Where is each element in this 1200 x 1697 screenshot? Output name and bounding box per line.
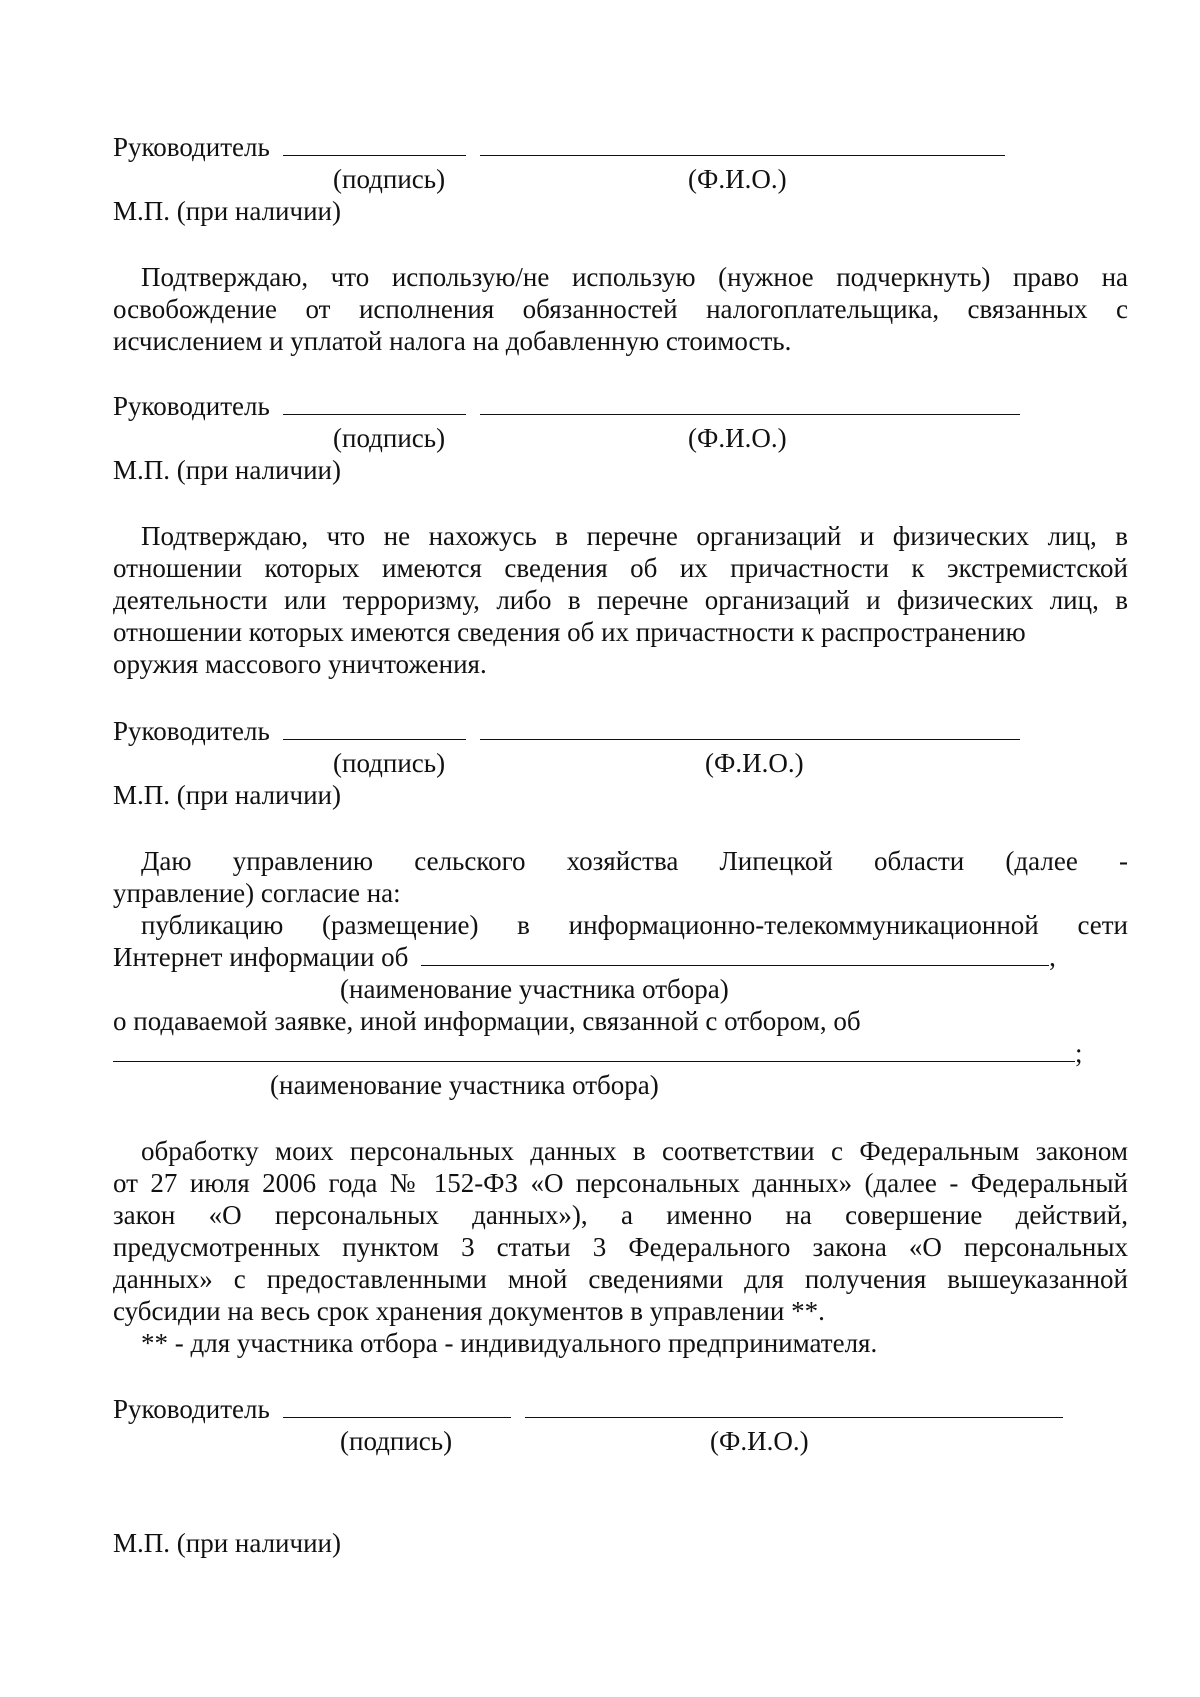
paragraph-line: Подтверждаю, что использую/не использую (нужное подчеркнуть) право на bbox=[141, 262, 1128, 292]
consent-line: Даю управлению сельского хозяйства Липецкой области (далее - bbox=[141, 846, 1128, 876]
stamp-note: М.П. (при наличии) bbox=[113, 455, 341, 485]
paragraph-line: деятельности или терроризму, либо в перечне организаций и физических лиц, в bbox=[113, 585, 1128, 615]
fio-caption: (Ф.И.О.) bbox=[705, 748, 804, 778]
paragraph-personal-data bbox=[113, 1135, 1128, 1327]
signature-head: Руководитель bbox=[113, 132, 270, 162]
paragraph-line: отношении которых имеются сведения об их причастности к экстремистской bbox=[113, 553, 1128, 583]
paragraph-line: закон «О персональных данных»), а именно на совершение действий, bbox=[113, 1200, 1128, 1230]
signature-head: Руководитель bbox=[113, 716, 270, 746]
paragraph-line: Подтверждаю, что не нахожусь в перечне организаций и физических лиц, в bbox=[141, 521, 1128, 551]
paragraph-line: освобождение от исполнения обязанностей налогоплательщика, связанных с bbox=[113, 294, 1128, 324]
signature-rule bbox=[283, 715, 466, 740]
participant-caption: (наименование участника отбора) bbox=[340, 974, 729, 1004]
signature-head: Руководитель bbox=[113, 1394, 270, 1424]
signature-caption: (подпись) bbox=[340, 1426, 453, 1456]
consent-block bbox=[113, 845, 1128, 941]
stamp-note: М.П. (при наличии) bbox=[113, 1528, 341, 1558]
stamp-note: М.П. (при наличии) bbox=[113, 780, 341, 810]
participant-name-rule bbox=[421, 941, 1049, 966]
participant-rule-line bbox=[113, 1037, 1083, 1069]
consent-line: публикацию (размещение) в информационно-телекоммуникационной сети bbox=[141, 910, 1128, 940]
signature-caption: (подпись) bbox=[333, 164, 446, 194]
name-rule bbox=[480, 715, 1020, 740]
fio-caption: (Ф.И.О.) bbox=[710, 1426, 809, 1456]
signature-head: Руководитель bbox=[113, 391, 270, 421]
signature-rule bbox=[283, 1393, 511, 1418]
signature-line-3 bbox=[113, 715, 1020, 747]
consent-line: о подаваемой заявке, иной информации, связанной с отбором, об bbox=[113, 1006, 861, 1036]
paragraph-vat-exemption bbox=[113, 261, 1128, 357]
signature-line-1 bbox=[113, 131, 1005, 163]
punctuation: , bbox=[1049, 942, 1056, 972]
paragraph-line: оружия массового уничтожения. bbox=[113, 649, 487, 679]
signature-rule bbox=[283, 390, 466, 415]
paragraph-line: обработку моих персональных данных в соответствии с Федеральным законом bbox=[141, 1136, 1128, 1166]
fio-caption: (Ф.И.О.) bbox=[688, 423, 787, 453]
consent-internet-line bbox=[113, 941, 1056, 973]
signature-line-2 bbox=[113, 390, 1020, 422]
name-rule bbox=[480, 390, 1020, 415]
participant-caption: (наименование участника отбора) bbox=[270, 1070, 659, 1100]
consent-line: управление) согласие на: bbox=[113, 878, 401, 908]
paragraph-line: от 27 июля 2006 года № 152-ФЗ «О персональных данных» (далее - Федеральный bbox=[113, 1168, 1128, 1198]
consent-line: Интернет информации об bbox=[113, 942, 409, 972]
paragraph-line: отношении которых имеются сведения об их причастности к распространению bbox=[113, 617, 1026, 647]
stamp-note: М.П. (при наличии) bbox=[113, 196, 341, 226]
fio-caption: (Ф.И.О.) bbox=[688, 164, 787, 194]
paragraph-extremism bbox=[113, 520, 1128, 680]
paragraph-line: исчислением и уплатой налога на добавленную стоимость. bbox=[113, 326, 792, 356]
signature-caption: (подпись) bbox=[333, 423, 446, 453]
punctuation: ; bbox=[1075, 1038, 1083, 1068]
paragraph-line: субсидии на весь срок хранения документов в управлении **. bbox=[113, 1296, 825, 1326]
paragraph-line: данных» с предоставленными мной сведениями для получения вышеуказанной bbox=[113, 1264, 1128, 1294]
name-rule bbox=[480, 131, 1005, 156]
signature-line-4 bbox=[113, 1393, 1063, 1425]
name-rule bbox=[525, 1393, 1063, 1418]
signature-rule bbox=[283, 131, 466, 156]
participant-name-rule bbox=[113, 1037, 1075, 1062]
signature-caption: (подпись) bbox=[333, 748, 446, 778]
paragraph-line: предусмотренных пунктом 3 статьи 3 Федерального закона «О персональных bbox=[113, 1232, 1128, 1262]
footnote: ** - для участника отбора - индивидуального предпринимателя. bbox=[141, 1328, 878, 1358]
